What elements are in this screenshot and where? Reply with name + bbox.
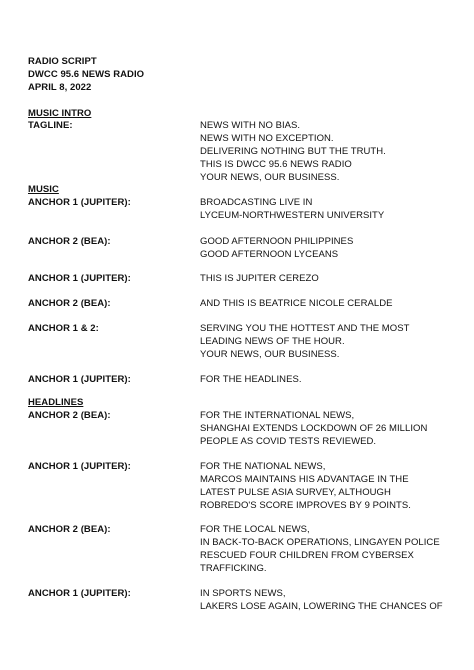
script-line: LEADING NEWS OF THE HOUR. bbox=[200, 336, 345, 347]
speaker-label: ANCHOR 1 (JUPITER): bbox=[28, 461, 131, 472]
script-line: FOR THE INTERNATIONAL NEWS, bbox=[200, 410, 355, 421]
script-line: FOR THE NATIONAL NEWS, bbox=[200, 461, 326, 472]
script-line: FOR THE LOCAL NEWS, bbox=[200, 524, 310, 535]
script-line: SHANGHAI EXTENDS LOCKDOWN OF 26 MILLION bbox=[200, 423, 428, 434]
speaker-label: TAGLINE: bbox=[28, 120, 73, 131]
script-line: AND THIS IS BEATRICE NICOLE CERALDE bbox=[200, 298, 393, 309]
script-line: YOUR NEWS, OUR BUSINESS. bbox=[200, 172, 340, 183]
script-date: APRIL 8, 2022 bbox=[28, 82, 92, 93]
script-line: FOR THE HEADLINES. bbox=[200, 374, 302, 385]
script-line: LAKERS LOSE AGAIN, LOWERING THE CHANCES OF bbox=[200, 601, 443, 612]
speaker-label: ANCHOR 2 (BEA): bbox=[28, 524, 111, 535]
speaker-label: ANCHOR 2 (BEA): bbox=[28, 298, 111, 309]
script-line: NEWS WITH NO EXCEPTION. bbox=[200, 133, 334, 144]
speaker-label: ANCHOR 1 (JUPITER): bbox=[28, 197, 131, 208]
script-line: IN SPORTS NEWS, bbox=[200, 588, 286, 599]
script-line: BROADCASTING LIVE IN bbox=[200, 197, 313, 208]
script-line: TRAFFICKING. bbox=[200, 563, 267, 574]
script-line: ROBREDO'S SCORE IMPROVES BY 9 POINTS. bbox=[200, 500, 411, 511]
script-line: IN BACK-TO-BACK OPERATIONS, LINGAYEN POLICE bbox=[200, 537, 440, 548]
script-line: MARCOS MAINTAINS HIS ADVANTAGE IN THE bbox=[200, 474, 409, 485]
script-line: RESCUED FOUR CHILDREN FROM CYBERSEX bbox=[200, 550, 414, 561]
script-line: THIS IS DWCC 95.6 NEWS RADIO bbox=[200, 159, 352, 170]
speaker-label: ANCHOR 1 (JUPITER): bbox=[28, 273, 131, 284]
speaker-label: ANCHOR 1 & 2: bbox=[28, 323, 99, 334]
script-line: SERVING YOU THE HOTTEST AND THE MOST bbox=[200, 323, 410, 334]
script-line: GOOD AFTERNOON PHILIPPINES bbox=[200, 236, 354, 247]
section-music-intro: MUSIC INTRO bbox=[28, 108, 92, 119]
section-music: MUSIC bbox=[28, 184, 59, 195]
script-line: YOUR NEWS, OUR BUSINESS. bbox=[200, 349, 340, 360]
speaker-label: ANCHOR 2 (BEA): bbox=[28, 410, 111, 421]
script-line: NEWS WITH NO BIAS. bbox=[200, 120, 301, 131]
speaker-label: ANCHOR 2 (BEA): bbox=[28, 236, 111, 247]
section-headlines: HEADLINES bbox=[28, 397, 84, 408]
script-line: LYCEUM-NORTHWESTERN UNIVERSITY bbox=[200, 210, 385, 221]
script-line: GOOD AFTERNOON LYCEANS bbox=[200, 249, 339, 260]
speaker-label: ANCHOR 1 (JUPITER): bbox=[28, 588, 131, 599]
script-line: PEOPLE AS COVID TESTS REVIEWED. bbox=[200, 436, 377, 447]
script-line: THIS IS JUPITER CEREZO bbox=[200, 273, 319, 284]
station-name: DWCC 95.6 NEWS RADIO bbox=[28, 69, 145, 80]
script-title: RADIO SCRIPT bbox=[28, 56, 97, 67]
script-line: DELIVERING NOTHING BUT THE TRUTH. bbox=[200, 146, 386, 157]
speaker-label: ANCHOR 1 (JUPITER): bbox=[28, 374, 131, 385]
script-line: LATEST PULSE ASIA SURVEY, ALTHOUGH bbox=[200, 487, 391, 498]
